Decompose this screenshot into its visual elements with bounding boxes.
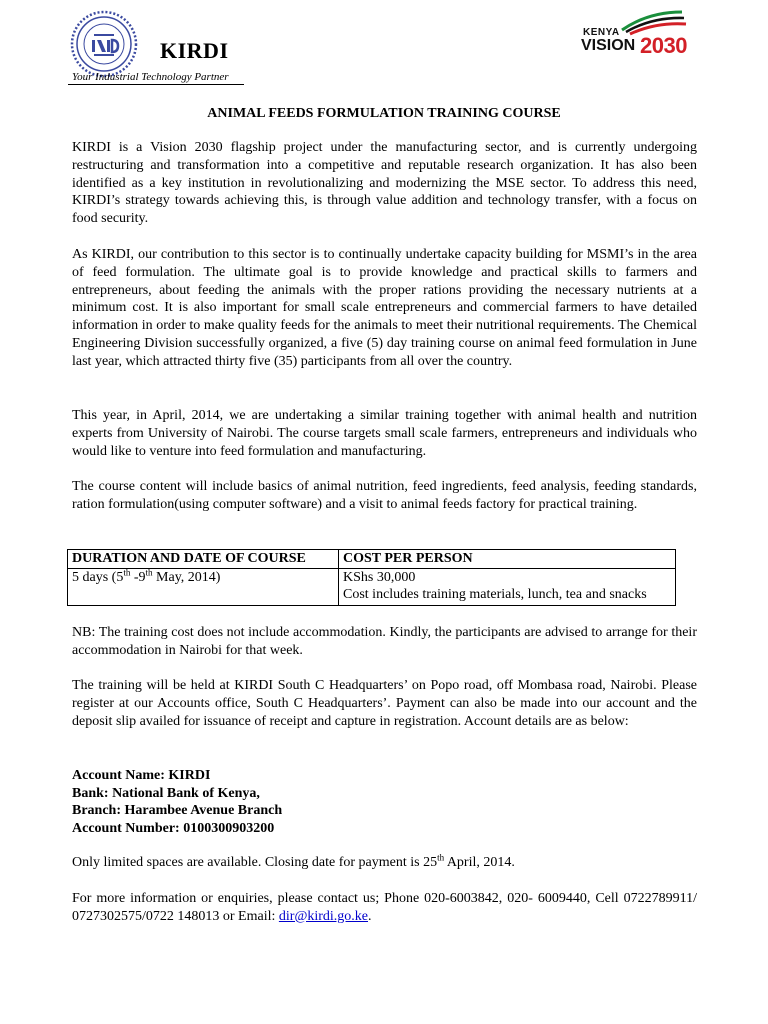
tagline: Your Industrial Technology Partner <box>72 71 229 83</box>
duration-sup2: th <box>145 566 153 577</box>
email-link[interactable]: dir@kirdi.go.ke <box>278 908 368 924</box>
table-row <box>68 568 676 605</box>
table-header-row <box>68 550 676 569</box>
duration-sup1: th <box>123 566 131 577</box>
cost-cell <box>339 568 676 605</box>
contact-text: For more information or enquiries, please contact us; Phone 020-6003842, 020- 6009440, Cell 0722789911/ 0727302575/0722 148013 or Email: <box>72 891 697 924</box>
duration-prefix: 5 days (5 <box>72 569 124 585</box>
account-branch: Branch: Harambee Avenue Branch <box>72 803 283 819</box>
cost-note: Cost includes training materials, lunch, tea and snacks <box>343 587 647 602</box>
duration-cell <box>68 568 339 605</box>
account-number: Account Number: 0100300903200 <box>72 820 275 836</box>
venue-registration-paragraph: The training will be held at KIRDI South C Headquarters’ on Popo road, off Mombasa road, Nairobi. Please register at our Accounts office, South C Headquarters’. Payment can also be made into our account and the deposit slip availed for issuance of receipt and capture in registration. Account details are as below: <box>72 678 697 729</box>
account-bank: Bank: National Bank of Kenya, <box>72 785 260 801</box>
course-content-paragraph: The course content will include basics of animal nutrition, feed ingredients, feed analysis, feeding standards, ration formulation(using computer software) and a visit to animal feeds factory for practical training. <box>72 479 697 512</box>
closing-date-line <box>72 854 697 872</box>
kirdi-seal-logo <box>70 10 138 78</box>
account-details <box>72 767 282 837</box>
course-table <box>67 549 676 606</box>
contact-end: . <box>368 908 372 924</box>
contribution-paragraph: As KIRDI, our contribution to this sector is to continually undertake capacity building for MSMI’s in the area of feed formulation. The ultimate goal is to provide knowledge and practical skills to farmers and entrepreneurs, about feeding the animals with the proper rations providing the necessary nutrients at a minimum cost. It is also important for small scale entrepreneurs and commercial farmers to have detailed information in order to make quality feeds for the animals to meet their nutritional requirements. The Chemical Engineering Division successfully organized, a five (5) day training course on animal feed formulation in June last year, which attracted thirty five (35) participants from all over the country. <box>72 247 697 369</box>
account-name: Account Name: KIRDI <box>72 768 211 783</box>
tagline-divider <box>68 84 244 85</box>
vision-word-text: VISION <box>581 37 636 54</box>
page-title: ANIMAL FEEDS FORMULATION TRAINING COURSE <box>207 106 561 121</box>
brand-name: KIRDI <box>160 38 229 63</box>
accommodation-note: NB: The training cost does not include accommodation. Kindly, the participants are advised to arrange for their accommodation in Nairobi for that week. <box>72 625 697 658</box>
closing-sup: th <box>437 852 445 863</box>
cost-amount: KShs 30,000 <box>343 569 416 585</box>
cost-header: COST PER PERSON <box>339 550 676 569</box>
duration-suffix: May, 2014) <box>152 569 221 585</box>
duration-mid: -9 <box>130 569 146 585</box>
this-year-paragraph: This year, in April, 2014, we are undertaking a similar training together with animal health and nutrition experts from University of Nairobi. The course targets small scale farmers, entrepreneurs and individuals who would like to venture into feed formulation and manufacturing. <box>72 408 697 459</box>
closing-prefix: Only limited spaces are available. Closing date for payment is 25 <box>72 855 438 870</box>
vision-year-text: 2030 <box>640 33 687 58</box>
intro-paragraph: KIRDI is a Vision 2030 flagship project under the manufacturing sector, and is currently undergoing restructuring and transformation into a competitive and reputable research organization. It has also been identified as a key institution in revolutionalizing and modernizing the MSE sector. To address this need, KIRDI’s strategy towards achieving this, is through value addition and technology transfer, with a focus on food security. <box>72 140 697 227</box>
duration-header: DURATION AND DATE OF COURSE <box>68 550 339 569</box>
contact-paragraph <box>72 890 697 926</box>
vision-kenya-text: KENYA <box>583 27 620 38</box>
closing-suffix: April, 2014. <box>444 855 515 870</box>
